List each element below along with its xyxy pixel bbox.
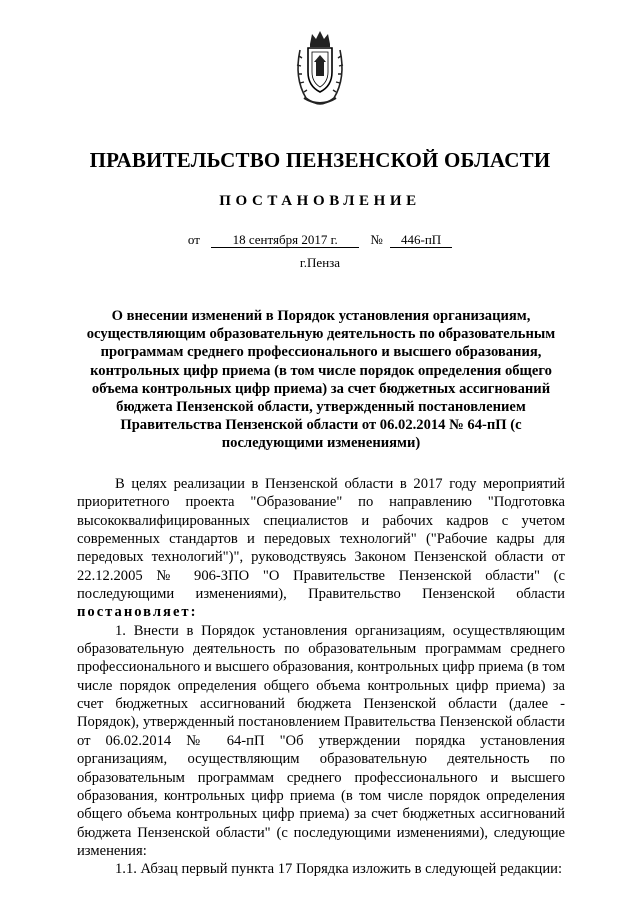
decree-number: 446-пП <box>390 233 452 248</box>
decree-title: О внесении изменений в Порядок установления организациям, осуществляющим образовательную деятельность по образовательным программам среднего профессионального и высшего образования, контрольных цифр приема (в том числе порядок определения общего объема контрольных цифр приема) за счет бюджетных ассигнований бюджета Пензенской области, утвержденный постановлением Правительства Пензенской области от 06.02.2014 № 64-пП (с последующими изменениями) <box>86 308 556 452</box>
decree-body <box>77 475 565 879</box>
paragraph-item-1: 1. Внести в Порядок установления организациям, осуществляющим образовательную деятельность по образовательным программам среднего профессионального и высшего образования, контрольных цифр приема (в том числе порядок определения общего объема контрольных цифр приема) за счет бюджетных ассигнований бюджета Пензенской области (далее - Порядок), утвержденный постановлением Правительства Пензенской области от 06.02.2014 № 64-пП "Об утверждении порядка установления организациям, осуществляющим образовательную деятельность по образовательным программам среднего профессионального и высшего образования, контрольных цифр приема (в том числе порядок определения общего объема контрольных цифр приема) за счет бюджетных ассигнований бюджета Пензенской области" (с последующими изменениями), следующие изменения: <box>77 622 565 859</box>
government-name: ПРАВИТЕЛЬСТВО ПЕНЗЕНСКОЙ ОБЛАСТИ <box>89 148 551 172</box>
document-type: ПОСТАНОВЛЕНИЕ <box>219 193 421 209</box>
city: г.Пенза <box>299 255 341 270</box>
date-prefix: от <box>187 232 200 247</box>
number-prefix: № <box>370 232 383 247</box>
paragraph-item-1-1: 1.1. Абзац первый пункта 17 Порядка изложить в следующей редакции: <box>115 861 563 878</box>
coat-of-arms-emblem <box>290 28 350 108</box>
resolves-keyword: постановляет: <box>77 604 198 621</box>
paragraph-preamble <box>77 475 565 622</box>
preamble-text: В целях реализации в Пензенской области в 2017 году мероприятий приоритетного проекта "Образование" по направлению "Подготовка высококвалифицированных специалистов и рабочих кадров с учетом современных стандартов и передовых технологий" ("Рабочие кадры для передовых технологий")", руководствуясь Законом Пензенской области от 22.12.2005 № 906-ЗПО "О Правительстве Пензенской области" (с последующими изменениями), Правительство Пензенской области <box>77 476 565 603</box>
date-number-line <box>0 232 640 248</box>
decree-date: 18 сентября 2017 г. <box>211 233 359 248</box>
